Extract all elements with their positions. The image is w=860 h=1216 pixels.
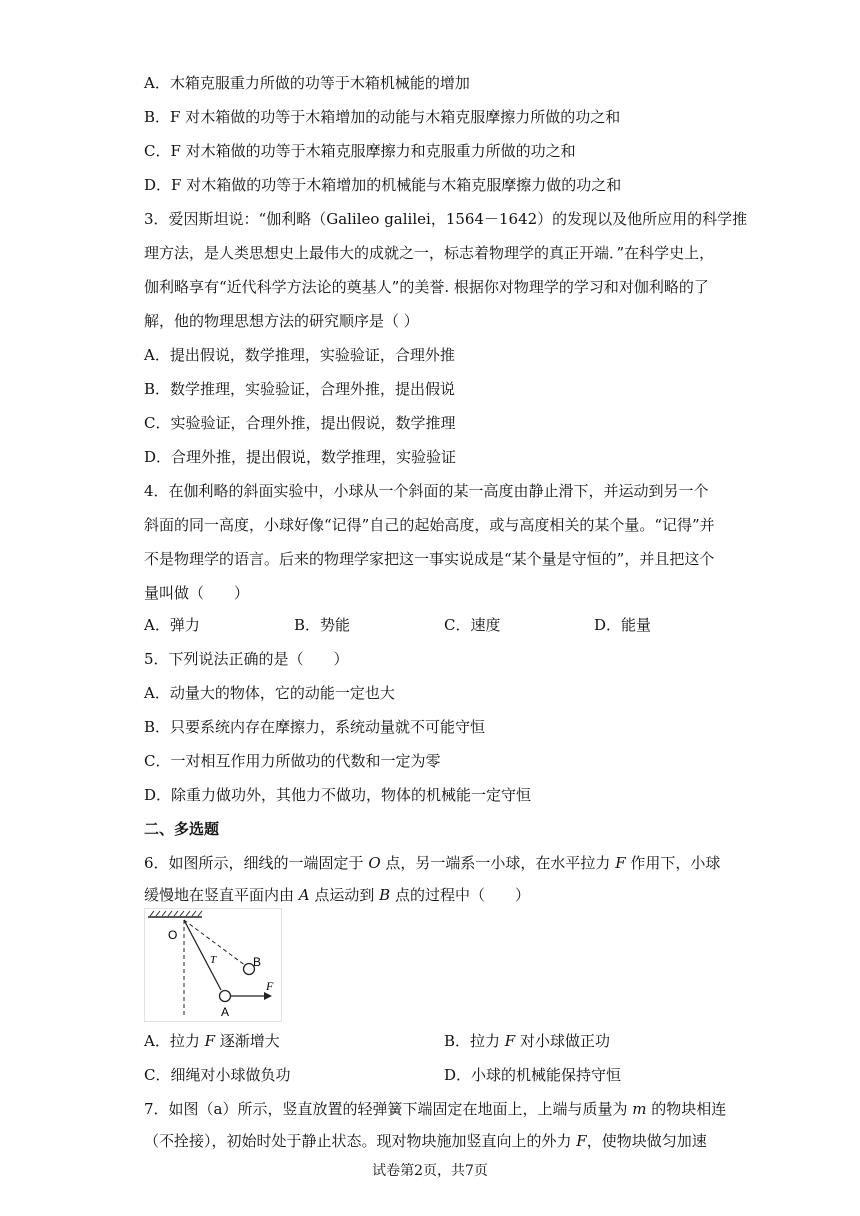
q3-option-d: D．合理外推，提出假说，数学推理，实验验证 [144, 448, 457, 466]
q2-option-c: C．F 对木箱做的功等于木箱克服摩擦力和克服重力所做的功之和 [144, 142, 576, 160]
q7-stem-line2: （不拴接），初始时处于静止状态。现对物块施加竖直向上的外力 F，使物块做匀加速 [144, 1132, 707, 1150]
q3-stem-line2: 理方法，是人类思想史上最伟大的成就之一，标志着物理学的真正开端．”在科学史上， [144, 244, 715, 262]
q2-option-b: B．F 对木箱做的功等于木箱增加的动能与木箱克服摩擦力所做的功之和 [144, 108, 621, 126]
ball-a [220, 991, 231, 1002]
page-footer: 试卷第2页，共7页 [372, 1163, 488, 1179]
q4-option-d: D．能量 [594, 616, 652, 634]
label-t: T [210, 954, 217, 966]
q4-stem-line1: 4．在伽利略的斜面实验中，小球从一个斜面的某一高度由静止滑下，并运动到另一个 [144, 482, 709, 500]
q3-option-c: C．实验验证，合理外推，提出假说，数学推理 [144, 414, 456, 432]
q3-stem-line1: 3．爱因斯坦说：“伽利略（Galileo galilei，1564－1642）的发现以及他所应用的科学推 [144, 210, 748, 228]
q3-option-a: A．提出假说，数学推理，实验验证，合理外推 [144, 346, 455, 364]
q3-stem-line4: 解，他的物理思想方法的研究顺序是（ ） [144, 312, 419, 330]
q6-option-d: D．小球的机械能保持守恒 [444, 1066, 622, 1084]
q5-stem: 5．下列说法正确的是（ ） [144, 650, 349, 668]
label-a: A [221, 1005, 230, 1019]
q7-stem-line1: 7．如图（a）所示，竖直放置的轻弹簧下端固定在地面上，上端与质量为 m 的物块相连 [144, 1100, 727, 1118]
q6-option-b: B．拉力 F 对小球做正功 [444, 1032, 610, 1050]
q5-option-a: A．动量大的物体，它的动能一定也大 [144, 684, 395, 702]
q4-option-b: B．势能 [294, 616, 351, 634]
q5-option-c: C．一对相互作用力所做功的代数和一定为零 [144, 752, 441, 770]
q4-option-a: A．弹力 [144, 616, 200, 634]
pendulum-figure [144, 908, 282, 1022]
q6-option-c: C．细绳对小球做负功 [144, 1066, 291, 1084]
q4-stem-line2: 斜面的同一高度，小球好像“记得”自己的起始高度，或与高度相关的某个量。“记得”并 [144, 516, 715, 534]
q5-option-b: B．只要系统内存在摩擦力，系统动量就不可能守恒 [144, 718, 486, 736]
q6-stem-line2: 缓慢地在竖直平面内由 A 点运动到 B 点的过程中（ ） [144, 886, 530, 904]
q4-stem-line4: 量叫做（ ） [144, 584, 250, 602]
q6-stem-line1: 6．如图所示，细线的一端固定于 O 点，另一端系一小球，在水平拉力 F 作用下，小球 [144, 854, 721, 872]
q5-option-d: D．除重力做功外，其他力不做功，物体的机械能一定守恒 [144, 786, 532, 804]
label-f: F [266, 979, 274, 993]
label-o: O [168, 928, 178, 942]
label-b: B [253, 955, 262, 969]
q6-option-a: A．拉力 F 逐渐增大 [144, 1032, 280, 1050]
q4-stem-line3: 不是物理学的语言。后来的物理学家把这一事实说成是“某个量是守恒的”，并且把这个 [144, 550, 715, 568]
q3-option-b: B．数学推理，实验验证，合理外推，提出假说 [144, 380, 456, 398]
q4-option-c: C．速度 [444, 616, 501, 634]
q2-option-a: A．木箱克服重力所做的功等于木箱机械能的增加 [144, 74, 470, 92]
q3-stem-line3: 伽利略享有“近代科学方法论的奠基人”的美誉. 根据你对物理学的学习和对伽利略的了 [144, 278, 709, 296]
q2-option-d: D．F 对木箱做的功等于木箱增加的机械能与木箱克服摩擦力做的功之和 [144, 176, 622, 194]
section-heading-multiple-choice: 二、多选题 [144, 820, 220, 838]
